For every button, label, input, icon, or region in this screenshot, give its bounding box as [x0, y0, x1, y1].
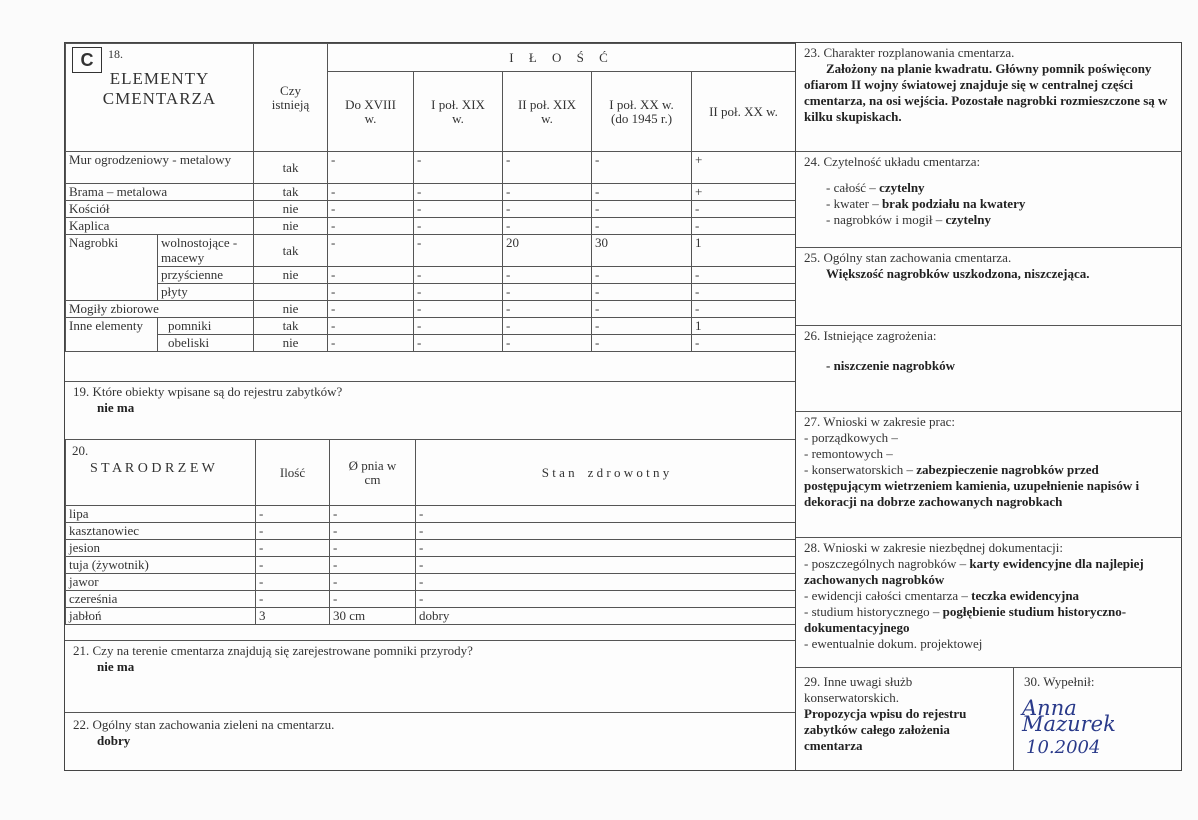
tree-name: jesion — [66, 540, 256, 557]
record-card — [64, 42, 1182, 771]
tree-diameter: 30 cm — [330, 608, 416, 625]
layout-item — [826, 196, 1174, 212]
right-column — [795, 43, 1182, 770]
element-exists: nie — [254, 218, 328, 235]
layout-item-value: czytelny — [879, 180, 925, 195]
tree-state: - — [416, 574, 796, 591]
col-header-5: II poł. XX w. — [692, 72, 796, 152]
tree-name: kasztanowiec — [66, 523, 256, 540]
sub-element-name: wolnostojące - macewy — [158, 235, 254, 267]
starodrzew-table — [65, 439, 796, 625]
cell-value: - — [328, 235, 414, 267]
health-state-header: S t a n z d r o w o t n y — [416, 440, 796, 506]
doc-line: - ewentualnie dokum. projektowej — [804, 636, 983, 651]
doc-line-value: karty ewidencyjne dla najlepiej zachowanych nagrobków — [804, 556, 1144, 587]
cell-value: - — [414, 235, 503, 267]
question-27-text: 27. Wnioski w zakresie prac: — [804, 414, 956, 429]
col-header-3: II poł. XIX w. — [503, 72, 592, 152]
tree-count: 3 — [256, 608, 330, 625]
tree-state: dobry — [416, 608, 796, 625]
col-header-1: Do XVIII w. — [328, 72, 414, 152]
cell-value: - — [592, 152, 692, 184]
tree-name: lipa — [66, 506, 256, 523]
starodrzew-header — [66, 440, 256, 506]
cell-value: - — [503, 218, 592, 235]
cell-value: - — [414, 218, 503, 235]
cell-value: - — [592, 284, 692, 301]
layout-item-key: - nagrobków i mogił – — [826, 212, 946, 227]
element-name: Mogiły zbiorowe — [66, 301, 254, 318]
doc-line-value: pogłębienie studium historyczno-dokumentacyjnego — [804, 604, 1127, 635]
cell-value: - — [503, 301, 592, 318]
element-exists: tak — [254, 318, 328, 335]
tree-count: - — [256, 591, 330, 608]
layout-item-key: - kwater – — [826, 196, 882, 211]
cell-value: - — [328, 201, 414, 218]
cell-value: - — [328, 284, 414, 301]
elements-table — [65, 43, 796, 352]
starodrzew-number: 20. — [72, 443, 89, 458]
cell-value: - — [503, 201, 592, 218]
tree-name: jabłoń — [66, 608, 256, 625]
tree-state: - — [416, 540, 796, 557]
layout-item-value: czytelny — [945, 212, 991, 227]
tree-diameter: - — [330, 523, 416, 540]
element-name: Brama – metalowa — [66, 184, 254, 201]
question-22 — [65, 712, 795, 770]
table-row — [66, 235, 796, 267]
cell-value: - — [692, 201, 796, 218]
tree-diameter: - — [330, 574, 416, 591]
table-row — [66, 608, 796, 625]
signature: Anna Mazurek — [1022, 696, 1116, 736]
table-row — [66, 523, 796, 540]
question-19 — [65, 381, 795, 439]
cell-value: - — [592, 267, 692, 284]
layout-item-value: brak podziału na kwatery — [881, 196, 1026, 211]
question-22-text: 22. Ogólny stan zachowania zieleni na cmentarzu. — [73, 717, 335, 732]
trunk-diameter-header: Ø pnia w cm — [330, 440, 416, 506]
table-row — [66, 218, 796, 235]
cell-value: - — [592, 201, 692, 218]
fill-date: 10.2004 — [1026, 737, 1101, 758]
exists-header: Czy istnieją — [254, 44, 328, 152]
table-row — [66, 506, 796, 523]
table-row — [66, 201, 796, 218]
tree-diameter: - — [330, 506, 416, 523]
cell-value: 1 — [692, 318, 796, 335]
work-line: - remontowych – — [804, 446, 893, 461]
nagrobki-label: Nagrobki — [66, 235, 158, 301]
sub-element-name: obeliski — [158, 335, 254, 352]
left-column — [65, 43, 795, 770]
cell-value: - — [328, 318, 414, 335]
tree-state: - — [416, 506, 796, 523]
elements-header — [66, 44, 254, 152]
cell-value: - — [503, 267, 592, 284]
question-29-text: 29. Inne uwagi służb konserwatorskich. — [804, 674, 913, 705]
cell-value: 30 — [592, 235, 692, 267]
cell-value: - — [692, 267, 796, 284]
cell-value: - — [414, 318, 503, 335]
inne-label: Inne elementy — [66, 318, 158, 352]
cell-value: - — [414, 201, 503, 218]
table-row — [66, 540, 796, 557]
question-22-answer: dobry — [97, 733, 131, 748]
cell-value: - — [503, 184, 592, 201]
question-19-text: 19. Które obiekty wpisane są do rejestru zabytków? — [73, 384, 343, 399]
cell-value: - — [692, 335, 796, 352]
doc-line-key: - poszczególnych nagrobków – — [804, 556, 970, 571]
question-24 — [796, 151, 1182, 247]
element-name: Mur ogrodzeniowy - metalowy — [66, 152, 254, 184]
table-row — [66, 301, 796, 318]
tree-diameter: - — [330, 591, 416, 608]
tree-state: - — [416, 591, 796, 608]
element-exists: tak — [254, 152, 328, 184]
cell-value: - — [414, 335, 503, 352]
tree-count-header: Ilość — [256, 440, 330, 506]
question-24-text: 24. Czytelność układu cmentarza: — [804, 154, 981, 169]
card-letter-box: C — [72, 47, 102, 73]
question-21 — [65, 640, 795, 712]
col-header-4: I poł. XX w. (do 1945 r.) — [592, 72, 692, 152]
cell-value: - — [328, 152, 414, 184]
question-30-text: 30. Wypełnił: — [1024, 674, 1095, 689]
tree-count: - — [256, 506, 330, 523]
cell-value: 1 — [692, 235, 796, 267]
table-row — [66, 267, 796, 284]
cell-value: - — [414, 284, 503, 301]
element-exists — [254, 284, 328, 301]
question-27 — [796, 411, 1182, 537]
cell-value: - — [328, 335, 414, 352]
tree-name: jawor — [66, 574, 256, 591]
cell-value: - — [328, 301, 414, 318]
question-26 — [796, 325, 1182, 411]
work-line-key: - konserwatorskich – — [804, 462, 917, 477]
question-28 — [796, 537, 1182, 667]
element-exists: nie — [254, 301, 328, 318]
cell-value: - — [592, 335, 692, 352]
quantity-header: I Ł O Ś Ć — [328, 44, 796, 72]
table-row — [66, 557, 796, 574]
col-header-2: I poł. XIX w. — [414, 72, 503, 152]
elements-title-1: ELEMENTY — [109, 69, 210, 88]
table-row — [66, 335, 796, 352]
layout-item — [826, 180, 1174, 196]
table-row — [66, 591, 796, 608]
layout-item-key: - całość – — [826, 180, 880, 195]
cell-value: - — [692, 284, 796, 301]
question-25-text: 25. Ogólny stan zachowania cmentarza. — [804, 250, 1012, 265]
question-29 — [796, 667, 1014, 770]
sub-element-name: pomniki — [158, 318, 254, 335]
question-23 — [796, 43, 1182, 151]
tree-state: - — [416, 523, 796, 540]
element-name: Kościół — [66, 201, 254, 218]
work-line: - porządkowych – — [804, 430, 898, 445]
question-25 — [796, 247, 1182, 325]
question-26-text: 26. Istniejące zagrożenia: — [804, 328, 937, 343]
element-exists: nie — [254, 201, 328, 218]
question-29-answer: Propozycja wpisu do rejestru zabytków całego założenia cmentarza — [804, 706, 967, 753]
question-19-answer: nie ma — [97, 400, 135, 415]
cell-value: - — [592, 318, 692, 335]
sub-element-name: przyścienne — [158, 267, 254, 284]
element-exists: nie — [254, 267, 328, 284]
doc-line-value: teczka ewidencyjna — [971, 588, 1080, 603]
doc-line-key: - studium historycznego – — [804, 604, 943, 619]
elements-title-2: CMENTARZA — [102, 89, 217, 108]
cell-value: 20 — [503, 235, 592, 267]
element-exists: tak — [254, 184, 328, 201]
tree-count: - — [256, 574, 330, 591]
cell-value: - — [328, 184, 414, 201]
tree-name: tuja (żywotnik) — [66, 557, 256, 574]
table-row — [66, 184, 796, 201]
element-exists: tak — [254, 235, 328, 267]
cell-value: + — [692, 152, 796, 184]
element-name: Kaplica — [66, 218, 254, 235]
table-row — [66, 318, 796, 335]
starodrzew-title: S T A R O D R Z E W — [90, 461, 215, 476]
question-23-text: 23. Charakter rozplanowania cmentarza. — [804, 45, 1015, 60]
cell-value: - — [692, 218, 796, 235]
question-21-text: 21. Czy na terenie cmentarza znajdują się zarejestrowane pomniki przyrody? — [73, 643, 473, 658]
sub-element-name: płyty — [158, 284, 254, 301]
cell-value: - — [692, 301, 796, 318]
cell-value: - — [592, 184, 692, 201]
work-line-value: zabezpieczenie nagrobków przed postępującym wietrzeniem kamienia, uzupełnienie napisów i dekoracji na dobrze zachowanych nagrobkach — [804, 462, 1140, 509]
question-23-answer: Założony na planie kwadratu. Główny pomnik poświęcony ofiarom II wojny światowej znajduje się w centralnej części cmentarza, na osi wejścia. Pozostałe nagrobki rozmieszczone są w kilku skupiskach. — [804, 61, 1168, 124]
layout-item — [826, 212, 1174, 228]
question-30 — [1014, 667, 1182, 770]
cell-value: - — [328, 267, 414, 284]
cell-value: - — [414, 301, 503, 318]
cell-value: - — [503, 318, 592, 335]
question-21-answer: nie ma — [97, 659, 135, 674]
cell-value: - — [503, 284, 592, 301]
cell-value: + — [692, 184, 796, 201]
cell-value: - — [592, 301, 692, 318]
question-28-text: 28. Wnioski w zakresie niezbędnej dokumentacji: — [804, 540, 1063, 555]
tree-count: - — [256, 557, 330, 574]
cell-value: - — [414, 184, 503, 201]
cell-value: - — [414, 152, 503, 184]
cell-value: - — [414, 267, 503, 284]
tree-count: - — [256, 540, 330, 557]
table-row — [66, 284, 796, 301]
section-number: 18. — [108, 47, 123, 61]
tree-count: - — [256, 523, 330, 540]
cell-value: - — [503, 152, 592, 184]
tree-state: - — [416, 557, 796, 574]
cell-value: - — [592, 218, 692, 235]
tree-diameter: - — [330, 557, 416, 574]
tree-name: czereśnia — [66, 591, 256, 608]
cell-value: - — [503, 335, 592, 352]
cell-value: - — [328, 218, 414, 235]
tree-diameter: - — [330, 540, 416, 557]
table-row — [66, 574, 796, 591]
element-exists: nie — [254, 335, 328, 352]
doc-line-key: - ewidencji całości cmentarza – — [804, 588, 972, 603]
question-26-answer: - niszczenie nagrobków — [826, 358, 956, 373]
starodrzew-section — [65, 439, 795, 625]
question-25-answer: Większość nagrobków uszkodzona, niszczejąca. — [826, 266, 1090, 281]
table-row — [66, 152, 796, 184]
